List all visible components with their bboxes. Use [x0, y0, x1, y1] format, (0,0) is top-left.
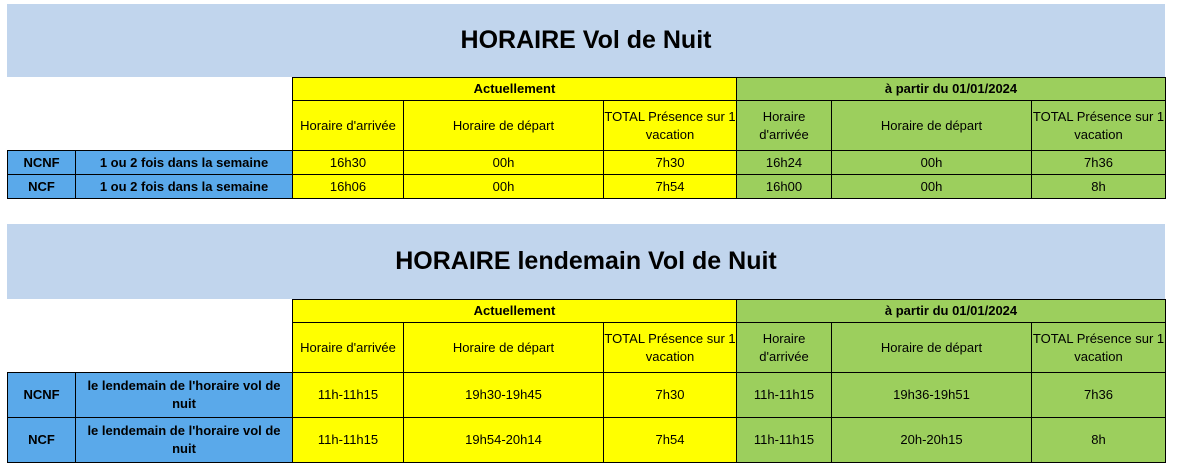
fut-total-cell: 8h	[1032, 418, 1166, 463]
cur-total-header: TOTAL Présence sur 1 vacation	[604, 323, 737, 373]
future-header: à partir du 01/01/2024	[737, 300, 1166, 323]
future-header: à partir du 01/01/2024	[737, 78, 1166, 101]
fut-total-cell: 8h	[1032, 175, 1166, 199]
row-code: NCNF	[8, 373, 76, 418]
current-header: Actuellement	[293, 300, 737, 323]
table-row	[8, 151, 1166, 175]
fut-total-cell: 7h36	[1032, 373, 1166, 418]
cur-total-cell: 7h30	[604, 373, 737, 418]
cur-departure-cell: 19h30-19h45	[404, 373, 604, 418]
fut-arrival-header: Horaire d'arrivée	[737, 323, 832, 373]
table-row	[8, 373, 1166, 418]
table-title: HORAIRE Vol de Nuit	[7, 4, 1165, 77]
fut-departure-cell: 00h	[832, 175, 1032, 199]
cur-arrival-cell: 16h30	[293, 151, 404, 175]
schedule-table-next-day	[7, 224, 1165, 463]
fut-arrival-header: Horaire d'arrivée	[737, 101, 832, 151]
schedule-table-night-flight	[7, 4, 1165, 199]
cur-total-cell: 7h54	[604, 175, 737, 199]
fut-departure-cell: 19h36-19h51	[832, 373, 1032, 418]
cur-departure-cell: 00h	[404, 175, 604, 199]
fut-total-header: TOTAL Présence sur 1 vacation	[1032, 101, 1166, 151]
table-row	[8, 418, 1166, 463]
schedule-grid	[7, 77, 1166, 199]
cur-arrival-cell: 11h-11h15	[293, 418, 404, 463]
cur-arrival-cell: 16h06	[293, 175, 404, 199]
current-header: Actuellement	[293, 78, 737, 101]
row-label: 1 ou 2 fois dans la semaine	[76, 175, 293, 199]
fut-arrival-cell: 11h-11h15	[737, 373, 832, 418]
fut-arrival-cell: 16h00	[737, 175, 832, 199]
cur-total-cell: 7h54	[604, 418, 737, 463]
row-code: NCNF	[8, 151, 76, 175]
cur-departure-header: Horaire de départ	[404, 323, 604, 373]
fut-departure-header: Horaire de départ	[832, 323, 1032, 373]
fut-departure-header: Horaire de départ	[832, 101, 1032, 151]
fut-departure-cell: 00h	[832, 151, 1032, 175]
fut-total-header: TOTAL Présence sur 1 vacation	[1032, 323, 1166, 373]
cur-arrival-cell: 11h-11h15	[293, 373, 404, 418]
cur-departure-cell: 00h	[404, 151, 604, 175]
row-label: le lendemain de l'horaire vol de nuit	[76, 418, 293, 463]
cur-departure-cell: 19h54-20h14	[404, 418, 604, 463]
fut-departure-cell: 20h-20h15	[832, 418, 1032, 463]
cur-arrival-header: Horaire d'arrivée	[293, 323, 404, 373]
table-row	[8, 175, 1166, 199]
fut-arrival-cell: 16h24	[737, 151, 832, 175]
cur-arrival-header: Horaire d'arrivée	[293, 101, 404, 151]
schedule-grid	[7, 299, 1166, 463]
blank-corner	[8, 300, 293, 373]
fut-arrival-cell: 11h-11h15	[737, 418, 832, 463]
row-label: 1 ou 2 fois dans la semaine	[76, 151, 293, 175]
row-code: NCF	[8, 418, 76, 463]
row-code: NCF	[8, 175, 76, 199]
blank-corner	[8, 78, 293, 151]
row-label: le lendemain de l'horaire vol de nuit	[76, 373, 293, 418]
cur-total-cell: 7h30	[604, 151, 737, 175]
cur-total-header: TOTAL Présence sur 1 vacation	[604, 101, 737, 151]
cur-departure-header: Horaire de départ	[404, 101, 604, 151]
fut-total-cell: 7h36	[1032, 151, 1166, 175]
table-title: HORAIRE lendemain Vol de Nuit	[7, 224, 1165, 299]
